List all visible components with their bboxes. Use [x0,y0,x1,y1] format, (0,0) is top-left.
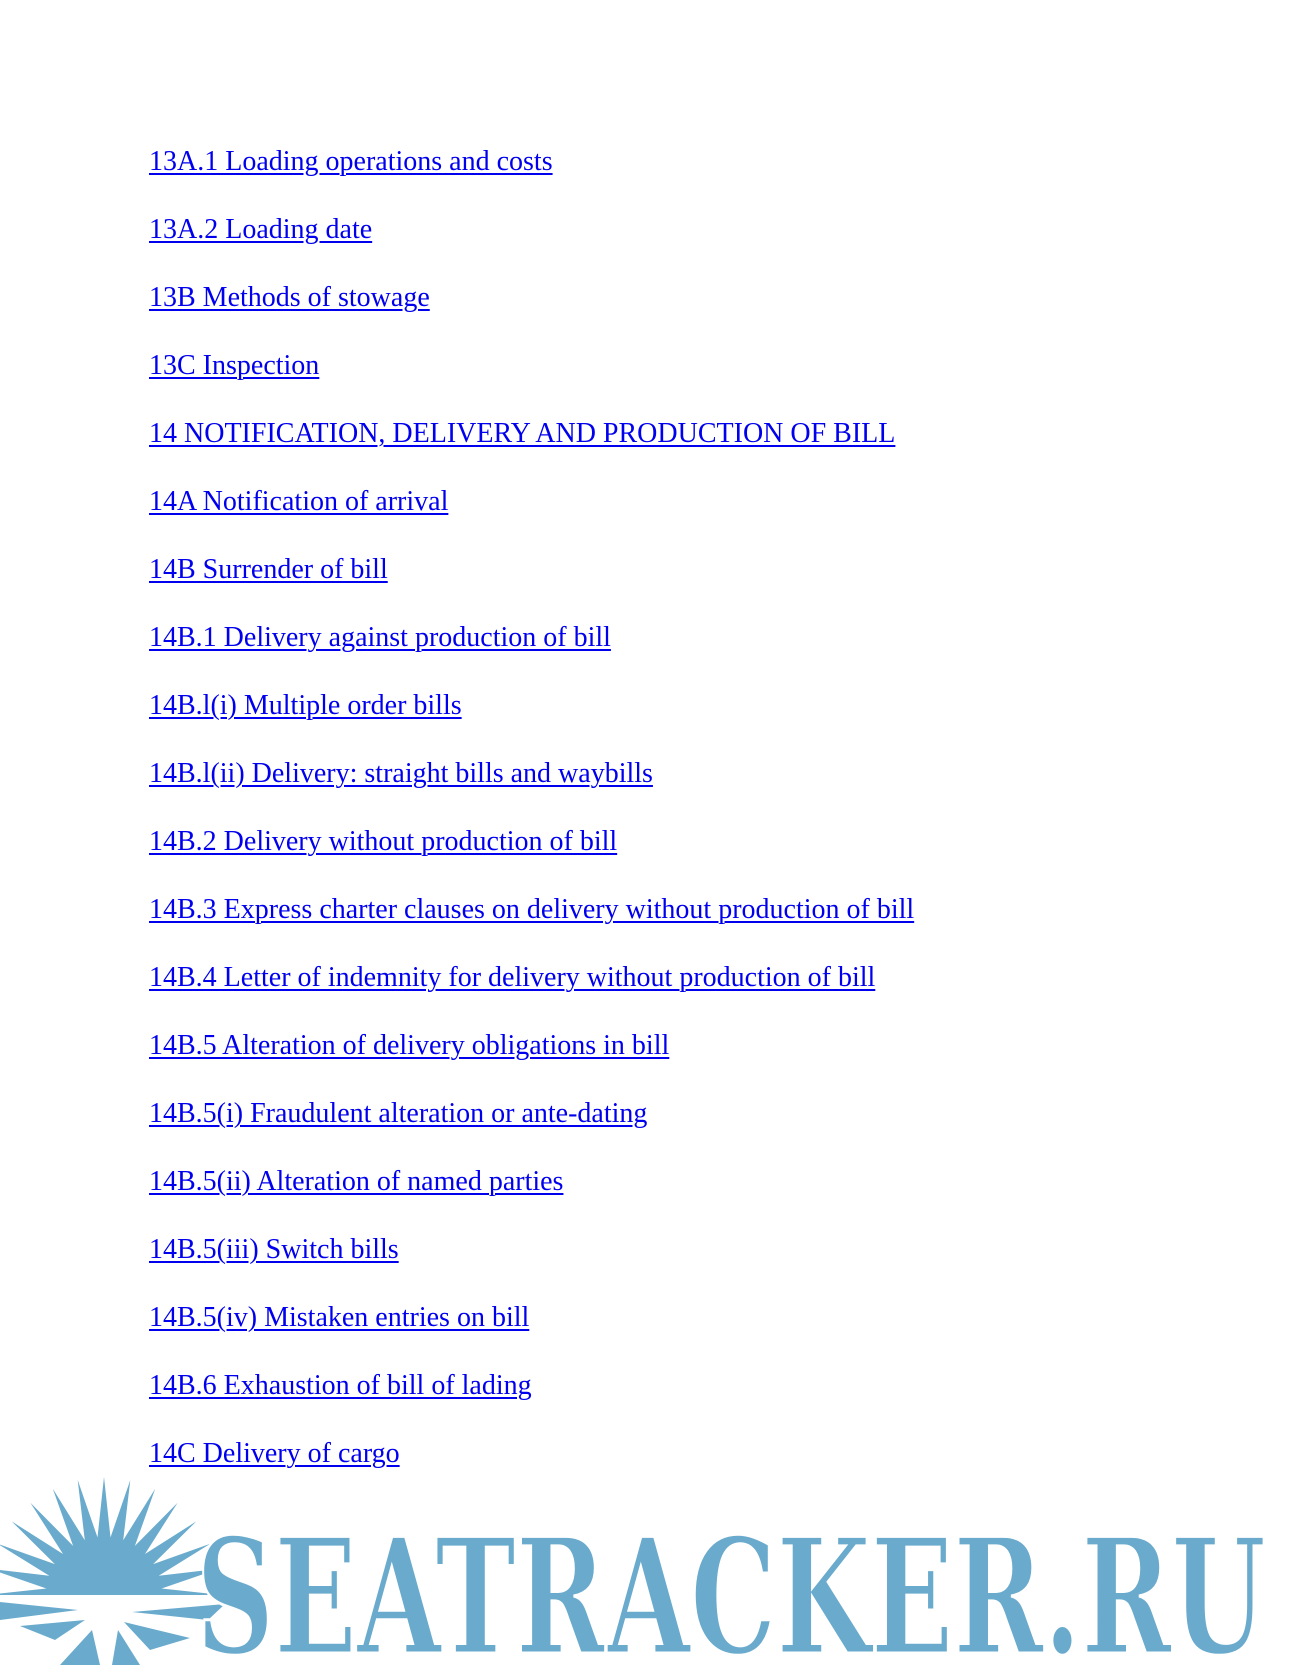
toc-item [149,142,914,210]
toc-item [149,890,914,958]
toc-link[interactable]: 13A.1 Loading operations and costs [149,146,553,177]
toc-link[interactable]: 14B Surrender of bill [149,554,388,585]
toc-link[interactable]: 14B.5(i) Fraudulent alteration or ante-dating [149,1098,648,1129]
toc-item [149,550,914,618]
toc-link[interactable]: 14 NOTIFICATION, DELIVERY AND PRODUCTION OF BILL [149,418,896,449]
toc-item [149,1094,914,1162]
toc-item [149,618,914,686]
toc-link[interactable]: 14B.3 Express charter clauses on delivery without production of bill [149,894,915,925]
sun-reflection-icon [0,1602,225,1665]
toc-link[interactable]: 14B.l(i) Multiple order bills [149,690,462,721]
toc-link[interactable]: 14B.5(ii) Alteration of named parties [149,1166,564,1197]
toc-item [149,1162,914,1230]
table-of-contents [149,142,914,1502]
toc-link[interactable]: 13B Methods of stowage [149,282,430,313]
toc-link[interactable]: 14A Notification of arrival [149,486,449,517]
toc-link[interactable]: 14C Delivery of cargo [149,1438,400,1469]
toc-link[interactable]: 14B.5(iii) Switch bills [149,1234,399,1265]
toc-item [149,414,914,482]
toc-item [149,1366,914,1434]
toc-link[interactable]: 13A.2 Loading date [149,214,373,245]
sun-icon [0,1477,222,1665]
watermark-logo [0,1470,1289,1665]
toc-item [149,1298,914,1366]
toc-item [149,1230,914,1298]
toc-item [149,958,914,1026]
toc-item [149,822,914,890]
toc-link[interactable]: 14B.4 Letter of indemnity for delivery without production of bill [149,962,876,993]
toc-link[interactable]: 13C Inspection [149,350,320,381]
toc-link[interactable]: 14B.6 Exhaustion of bill of lading [149,1370,532,1401]
toc-item [149,754,914,822]
toc-item [149,1026,914,1094]
toc-link[interactable]: 14B.5(iv) Mistaken entries on bill [149,1302,530,1333]
toc-link[interactable]: 14B.1 Delivery against production of bill [149,622,611,653]
toc-item [149,210,914,278]
toc-item [149,482,914,550]
toc-link[interactable]: 14B.5 Alteration of delivery obligations in bill [149,1030,670,1061]
toc-item [149,346,914,414]
watermark-text: SEATRACKER.RU [196,1503,1266,1665]
toc-item [149,686,914,754]
toc-item [149,278,914,346]
toc-link[interactable]: 14B.2 Delivery without production of bill [149,826,618,857]
toc-link[interactable]: 14B.l(ii) Delivery: straight bills and waybills [149,758,653,789]
